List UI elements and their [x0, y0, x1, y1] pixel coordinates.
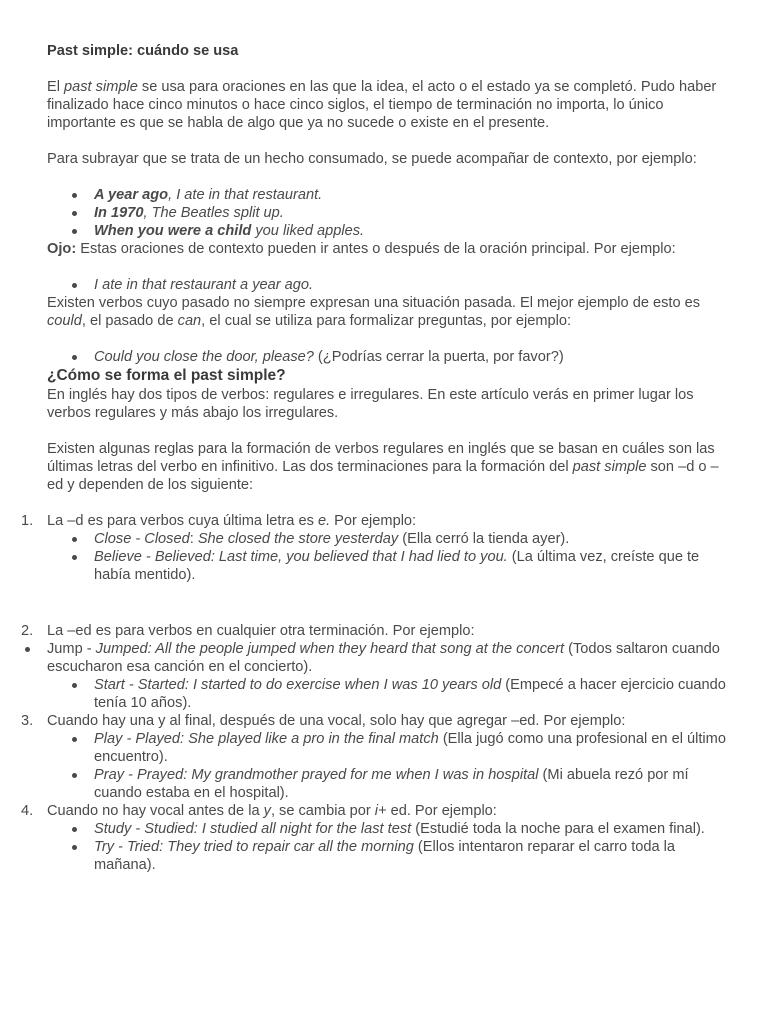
bullet-icon [72, 211, 77, 216]
intro-text: El [47, 79, 65, 95]
can-emphasis: can [177, 313, 202, 329]
rules-intro-paragraph [47, 440, 727, 494]
could-text-b: , el pasado de [81, 313, 178, 329]
translation: (Mi abuela rezó por mí cuando estaba en el hospital). [94, 767, 689, 801]
could-text: Existen verbos cuyo pasado no siempre expresan una situación pasada. El mejor ejemplo de esto es [47, 295, 701, 311]
list-item [94, 730, 727, 766]
rule-emphasis-2: i+ [374, 803, 387, 819]
could-example: Could you close the door, please? [94, 349, 314, 365]
example-sentence: Study - Studied: I studied all night for the last test [94, 821, 412, 837]
rule-number: 4. [21, 803, 34, 819]
rule-2-examples [47, 676, 727, 712]
rule-1-examples [47, 530, 727, 584]
example-bold: In 1970 [94, 205, 144, 221]
example-bold: A year ago [94, 187, 169, 203]
context-paragraph: Para subrayar que se trata de un hecho consumado, se puede acompañar de contexto, por ejemplo: [47, 151, 697, 167]
intro-emphasis: past simple [64, 79, 138, 95]
bullet-icon [72, 683, 77, 688]
example-text: , I ate in that restaurant. [168, 187, 323, 203]
list-item [94, 676, 727, 712]
translation: (Todos saltaron cuando escucharon esa canción en el concierto). [47, 641, 720, 675]
rules-intro-emphasis: past simple [572, 459, 647, 475]
rule-text [47, 802, 727, 820]
bullet-icon [72, 737, 77, 742]
bullet-icon [72, 355, 77, 360]
translation: (Estudié toda la noche para el examen final). [411, 821, 705, 837]
list-item [94, 276, 727, 294]
rule-emphasis: y [263, 803, 271, 819]
rule-text-b: Por ejemplo: [330, 513, 417, 529]
bullet-icon [72, 193, 77, 198]
could-text-c: , el cual se utiliza para formalizar preguntas, por ejemplo: [201, 313, 572, 329]
bullet-icon [25, 647, 30, 652]
list-item [94, 548, 727, 584]
rule-emphasis: e. [317, 513, 331, 529]
rule-1 [21, 512, 727, 530]
rule-3-examples [47, 730, 727, 802]
rule-text-c: ed. Por ejemplo: [386, 803, 497, 819]
example-sentence: Believe - Believed: Last time, you believed that I had lied to you. [94, 549, 508, 565]
list-item [94, 204, 727, 222]
could-example-list [47, 348, 727, 366]
ojo-label: Ojo: [47, 241, 77, 257]
rule-text: La –ed es para verbos en cualquier otra terminación. Por ejemplo: [47, 623, 475, 639]
example-sentence: Play - Played: She played like a pro in the final match [94, 731, 439, 747]
rule-text: Cuando hay una y al final, después de una vocal, solo hay que agregar –ed. Por ejemplo: [47, 713, 626, 729]
bullet-icon [72, 827, 77, 832]
bullet-icon [72, 555, 77, 560]
rule-text [47, 512, 727, 530]
page-title: Past simple: cuándo se usa [47, 43, 239, 59]
rule-number: 1. [21, 513, 34, 529]
rules-intro-text-b: son –d o –ed y dependen de los siguiente: [47, 459, 719, 493]
ojo-example: I ate in that restaurant a year ago. [94, 277, 314, 293]
rule-4 [21, 802, 727, 820]
example-sentence: Pray - Prayed: My grandmother prayed for me when I was in hospital [94, 767, 539, 783]
could-example-translation: (¿Podrías cerrar la puerta, por favor?) [313, 349, 564, 365]
translation: (La última vez, creíste que te había mentido). [94, 549, 700, 583]
intro-text-cont: se usa para oraciones en las que la idea, el acto o el estado ya se completó. Pudo haber finalizado hace cinco minutos o hace cinco siglos, el tiempo de terminación no importa, lo único importante es que se habla de algo que ya no sucede o existe en el presente. [47, 79, 717, 131]
intro-paragraph [47, 78, 727, 132]
verb-base: Jump - [47, 641, 96, 657]
rule-4-examples [47, 820, 727, 874]
example-sentence: She closed the store yesterday [197, 531, 399, 547]
bullet-icon [72, 283, 77, 288]
rule-text-a: Cuando no hay vocal antes de la [47, 803, 264, 819]
translation: (Ella jugó como una profesional en el último encuentro). [94, 731, 726, 765]
document-page [21, 42, 727, 874]
bullet-icon [72, 229, 77, 234]
rules-intro-text: Existen algunas reglas para la formación de verbos regulares en inglés que se basan en cuáles son las últimas letras del verbo en infinitivo. Las dos terminaciones para la formación del [47, 441, 715, 475]
translation: (Empecé a hacer ejercicio cuando tenía 10 años). [94, 677, 726, 711]
rule-2 [21, 622, 727, 640]
list-item [94, 838, 727, 874]
verb-types-paragraph: En inglés hay dos tipos de verbos: regulares e irregulares. En este artículo verás en primer lugar los verbos regulares y más abajo los irregulares. [47, 387, 694, 421]
translation: (Ella cerró la tienda ayer). [398, 531, 570, 547]
rule-text-b: , se cambia por [270, 803, 375, 819]
example-bold: When you were a child [94, 223, 252, 239]
example-sentence: Try - Tried: They tried to repair car all the morning [94, 839, 414, 855]
section-heading: ¿Cómo se forma el past simple? [47, 367, 286, 384]
rule-text-a: La –d es para verbos cuya última letra es [47, 513, 318, 529]
verb-pair: Close - Closed [94, 531, 190, 547]
rule-number: 3. [21, 713, 34, 729]
bullet-icon [72, 773, 77, 778]
example-text: , The Beatles split up. [143, 205, 284, 221]
rule-number: 2. [21, 623, 34, 639]
example-sentence: Jumped: All the people jumped when they heard that song at the concert [95, 641, 565, 657]
list-item [94, 222, 727, 240]
list-item [94, 530, 727, 548]
ojo-example-list [47, 276, 727, 294]
separator: : [189, 531, 198, 547]
list-item [94, 766, 727, 802]
bullet-icon [72, 845, 77, 850]
ojo-text: Estas oraciones de contexto pueden ir antes o después de la oración principal. Por ejemplo: [76, 241, 676, 257]
rule-2-outer-example [47, 640, 727, 676]
example-line [47, 640, 727, 676]
ojo-paragraph [47, 240, 727, 258]
context-examples-list [47, 186, 727, 240]
example-text: you liked apples. [251, 223, 365, 239]
list-item [94, 348, 727, 366]
list-item [94, 820, 727, 838]
bullet-icon [72, 537, 77, 542]
example-sentence: Start - Started: I started to do exercise when I was 10 years old [94, 677, 502, 693]
rule-3 [21, 712, 727, 730]
could-emphasis: could [47, 313, 82, 329]
could-paragraph [47, 294, 727, 330]
list-item [94, 186, 727, 204]
translation: (Ellos intentaron reparar el carro toda la mañana). [94, 839, 676, 873]
